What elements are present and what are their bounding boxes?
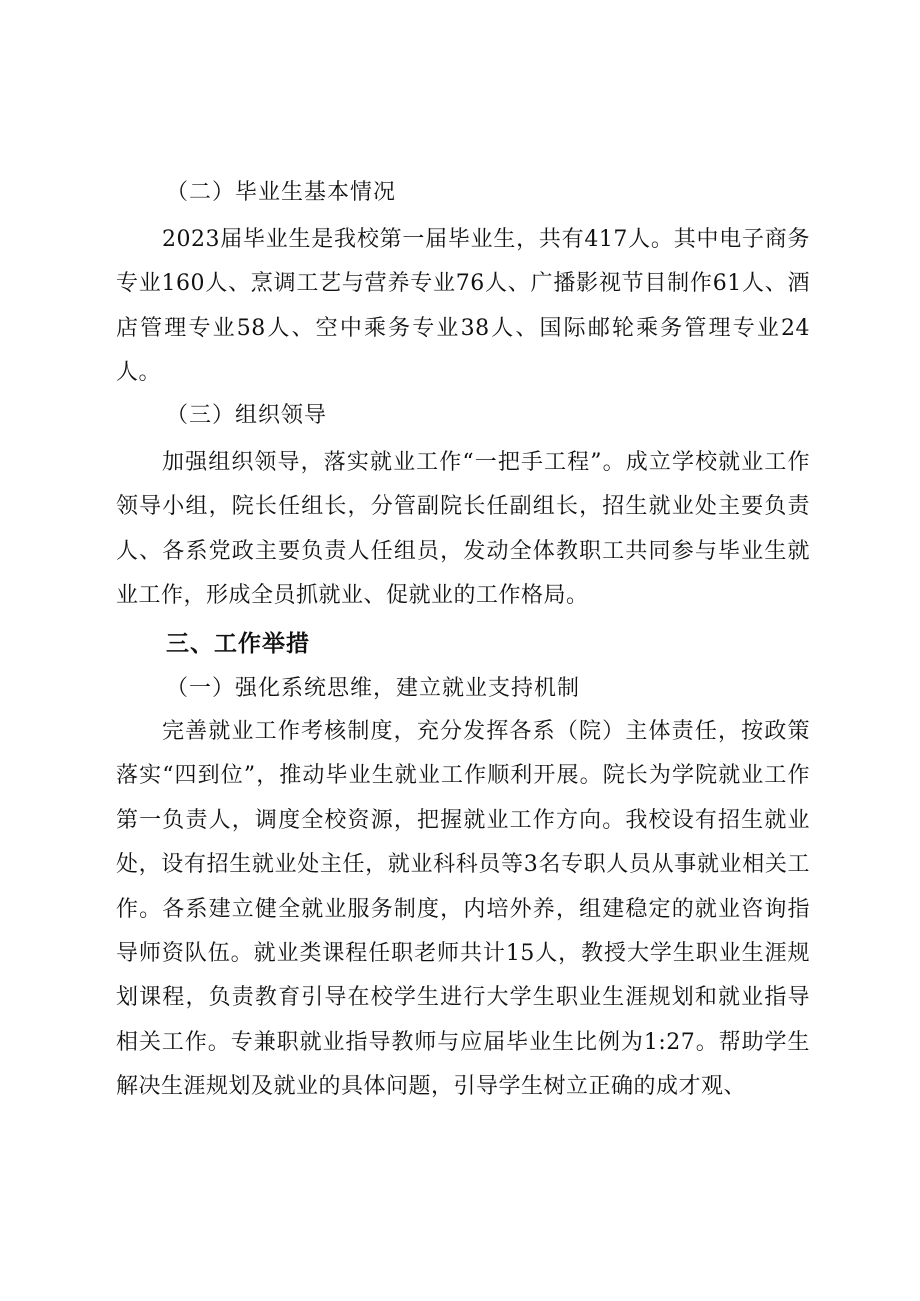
subheading-graduate-basic-info: （二）毕业生基本情况	[166, 180, 397, 205]
subheading-organization-leadership: （三）组织领导	[166, 403, 328, 428]
paragraph-graduate-basic-info: 2023届毕业生是我校第一届毕业生，共有417人。其中电子商务专业160人、烹调工艺与营养专业76人、广播影视节目制作61人、酒店管理专业58人、空中乘务专业38人、国际邮轮乘务管理专业24人。	[116, 227, 810, 386]
subheading-system-thinking: （一）强化系统思维，建立就业支持机制	[166, 676, 581, 701]
paragraph-employment-support-mechanism: 完善就业工作考核制度，充分发挥各系（院）主体责任，按政策落实“四到位”，推动毕业生就业工作顺利开展。院长为学院就业工作第一负责人，调度全校资源，把握就业工作方向。我校设有招生就业处，设有招生就业处主任，就业科科员等3名专职人员从事就业相关工作。各系建立健全就业服务制度，内培外养，组建稳定的就业咨询指导师资队伍。就业类课程任职老师共计15人，教授大学生职业生涯规划课程，负责教育引导在校学生进行大学生职业生涯规划和就业指导相关工作。专兼职就业指导教师与应届毕业生比例为1:27。帮助学生解决生涯规划及就业的具体问题，引导学生树立正确的成才观、	[116, 719, 810, 1100]
paragraph-organization-leadership: 加强组织领导，落实就业工作“一把手工程”。成立学校就业工作领导小组，院长任组长，分管副院长任副组长，招生就业处主要负责人、各系党政主要负责人任组员，发动全体教职工共同参与毕业生就业工作，形成全员抓就业、促就业的工作格局。	[116, 450, 810, 609]
section-heading-work-measures: 三、工作举措	[166, 631, 310, 657]
